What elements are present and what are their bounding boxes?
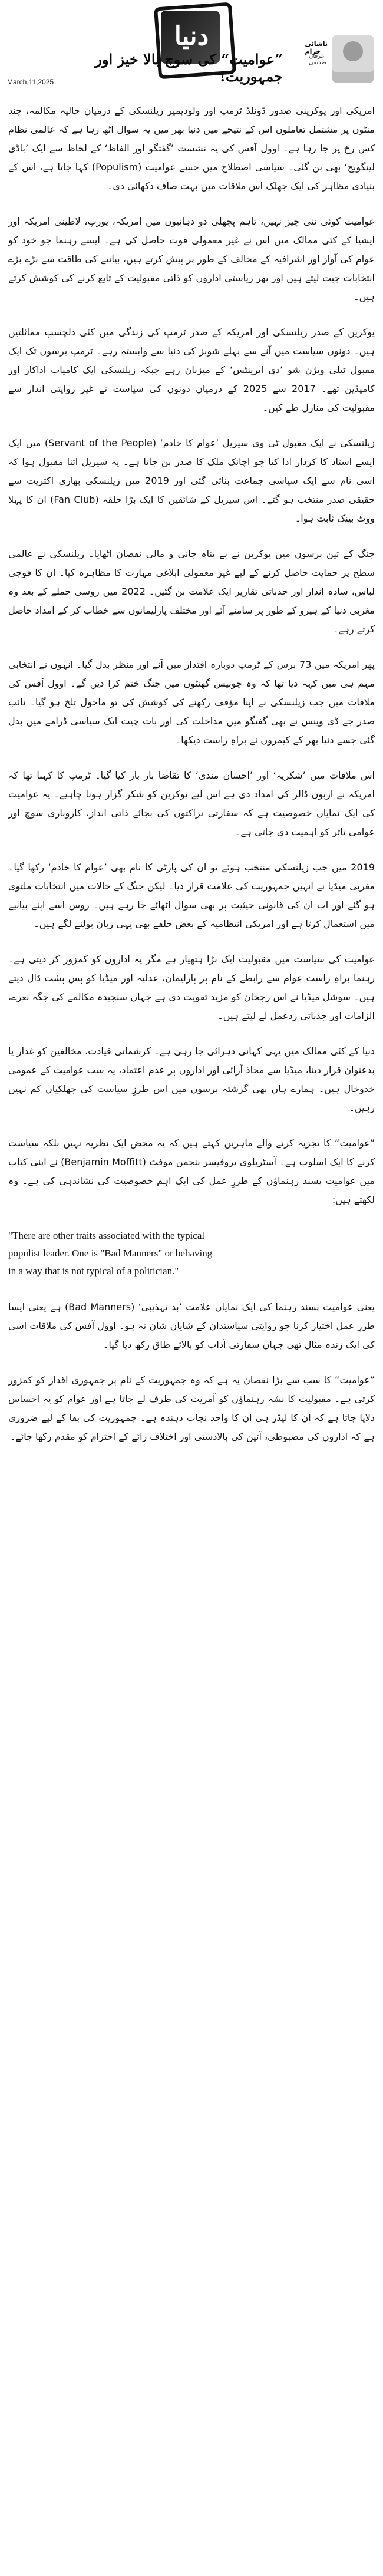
paragraph-12: یعنی عوامیت پسند رہنما کی ایک نمایاں علامت ’بد تہذیبی‘ (Bad Manners) ہے یعنی ایسا طرزِ عمل اختیار کرنا جو روایتی سیاستدان کے شایان شان نہ ہو۔ اوول آفس کی ملاقات اسی کی ایک زندہ مثال تھی جہاں سفارتی آداب کو بالائے طاق رکھ دیا گیا۔ [8,1301,375,1350]
quote-line-2: populist leader. One is "Bad Manners" or behaving [8,1248,213,1259]
quote-line-3: in a way that is not typical of a politician." [8,1265,179,1277]
author-avatar [332,35,374,83]
paragraph-2: عوامیت کوئی نئی چیز نہیں، تاہم پچھلی دو دہائیوں میں امریکہ، یورپ، لاطینی امریکہ اور ایشیا کے کئی ممالک میں اس نے غیر معمولی قوت حاصل کی ہے۔ ایسے رہنما جو خود کو عوام کی آواز اور اشرافیہ کے مخالف کے طور پر پیش کرتے ہیں، بیانیے کی طاقت سے بڑے بڑے انتخابات جیت لیتے ہیں اور پھر ریاستی اداروں کو ذاتی مقبولیت کے تابع کرنے کی کوشش کرتے ہیں۔ [8,216,375,302]
paragraph-3: یوکرین کے صدر زیلنسکی اور امریکہ کے صدر ٹرمپ کی زندگی میں کئی دلچسپ مماثلتیں ہیں۔ دونوں سیاست میں آنے سے پہلے شوبز کی دنیا سے وابستہ رہے۔ ٹرمپ برسوں تک ایک مقبول ٹیلی ویژن شو ’دی اپرینٹس‘ کے میزبان رہے جبکہ زیلنسکی ایک کامیاب اداکار اور کامیڈین تھے۔ 2017 سے 2025 کے درمیان دونوں کی سیاست نے غیر روایتی انداز سے مقبولیت کی منازل طے کیں۔ [8,326,375,413]
paragraph-10: دنیا کے کئی ممالک میں یہی کہانی دہرائی جا رہی ہے۔ کرشماتی قیادت، مخالفین کو غدار یا بدعنوان قرار دینا، میڈیا سے محاذ آرائی اور اداروں پر عدم اعتماد، یہ سب عوامیت کے عمومی خدوخال ہیں۔ ہمارے ہاں بھی گزشتہ برسوں میں اس طرزِ سیاست کی جھلکیاں کم نہیں رہیں۔ [8,1045,375,1113]
paragraph-9: عوامیت کی سیاست میں مقبولیت ایک بڑا ہتھیار ہے مگر یہ اداروں کو کمزور کر دیتی ہے۔ رہنما براہِ راست عوام سے رابطے کے نام پر پارلیمان، عدلیہ اور میڈیا کو پس پشت ڈال دیتے ہیں۔ سوشل میڈیا نے اس رجحان کو مزید تقویت دی ہے جہاں سنجیدہ مکالمے کی جگہ نعرے، الزامات اور جذباتی ردعمل لے لیتے ہیں۔ [8,954,375,1021]
author-name-primary: ناشائی خرام [305,40,328,55]
logo-text: دنیا [174,21,209,51]
paragraph-7: اس ملاقات میں ’شکریہ‘ اور ’احسان مندی‘ کا تقاضا بار بار کیا گیا۔ ٹرمپ کا کہنا تھا کہ امریکہ نے اربوں ڈالر کی امداد دی ہے اس لیے یوکرین کو شکر گزار ہونا چاہیے۔ یہ عوامیت کی ایک نمایاں خصوصیت ہے کہ سفارتی نزاکتوں کی بجائے ذاتی انداز، کاروباری سوچ اور عوامی تاثر کو اہمیت دی جاتی ہے۔ [8,770,375,837]
paragraph-1: امریکی اور یوکرینی صدور ڈونلڈ ٹرمپ اور ولودیمیر زیلنسکی کے درمیان حالیہ مکالمہ، چند منٹوں پر مشتمل تعاملوں اس کے نتیجے میں دنیا بھر میں یہ سوال اٹھ رہا ہے کہ عالمی نظام کس رخ پر جا رہا ہے۔ اوول آفس کی یہ نشست ’گفتگو اور الفاظ‘ کے لحاظ سے ایک ’باڈی لینگویج‘ بھی بن گئی۔ سیاسی اصطلاح میں جسے عوامیت (Populism) کہا جاتا ہے، اس کے بنیادی مظاہر کی ایک جھلک اس ملاقات میں بہت صاف دکھائی دی۔ [8,105,375,192]
masthead [0,0,383,88]
english-quote [0,1222,383,1285]
paragraph-13: ”عوامیت“ کا سب سے بڑا نقصان یہ ہے کہ وہ جمہوریت کے نام پر جمہوری اقدار کو کمزور کرتی ہے۔ مقبولیت کا نشہ رہنماؤں کو آمریت کی طرف لے جاتا ہے اور عوام کو یہ احساس دلایا جاتا ہے کہ ان کا لیڈر ہی ان کا واحد نجات دہندہ ہے۔ جمہوریت کی بقا کے لیے ضروری ہے کہ اداروں کی مضبوطی، آئین کی بالادستی اور اختلاف رائے کے احترام کو مقدم رکھا جائے۔ [8,1374,375,1442]
author-block [305,35,374,88]
author-name-secondary: عرفان صدیقی [309,53,326,66]
paragraph-6: پھر امریکہ میں 73 برس کے ٹرمپ دوبارہ اقتدار میں آئے اور منظر بدل گیا۔ انہوں نے انتخابی مہم ہی میں کہہ دیا تھا کہ وہ چوبیس گھنٹوں میں جنگ ختم کرا دیں گے۔ اوول آفس کی ملاقات میں جب زیلنسکی نے اپنا مؤقف رکھنے کی کوشش کی تو ماحول تلخ ہو گیا۔ نائب صدر جے ڈی وینس نے بھی گفتگو میں مداخلت کی اور بات چیت ایک سیاسی ڈرامے میں بدل گئی جسے دنیا بھر کے کیمروں نے براہِ راست دیکھا۔ [8,659,375,746]
paragraph-4: زیلنسکی نے ایک مقبول ٹی وی سیریل ’عوام کا خادم‘ (Servant of the People) میں ایک ایسے استاد کا کردار ادا کیا جو اچانک ملک کا صدر بن جاتا ہے۔ یہ سیریل اتنا مقبول ہوا کہ اسی نام سے ایک سیاسی جماعت بنائی گئی اور 2019 میں زیلنسکی بھاری اکثریت سے حقیقی صدر منتخب ہو گئے۔ اس سیریل کے شائقین کا ایک بڑا حلقہ (Fan Club) ان کا پہلا ووٹ بینک ثابت ہوا۔ [8,437,375,524]
paragraph-8: 2019 میں جب زیلنسکی منتخب ہوئے تو ان کی پارٹی کا نام بھی ’عوام کا خادم‘ رکھا گیا۔ مغربی میڈیا نے انہیں جمہوریت کی علامت قرار دیا۔ لیکن جنگ کے حالات میں انتخابات ملتوی ہو گئے اور اب ان کی قانونی حیثیت پر بھی سوال اٹھائے جا رہے ہیں۔ روس اسے اپنے بیانیے میں استعمال کرتا ہے اور امریکی انتظامیہ کے بعض حلقے بھی یہی زبان بولنے لگے ہیں۔ [8,862,375,929]
quote-line-1: "There are other traits associated with the typical [8,1230,205,1241]
article-date: March,11,2025 [7,78,54,86]
paragraph-5: جنگ کے تین برسوں میں یوکرین نے بے پناہ جانی و مالی نقصان اٹھایا۔ زیلنسکی نے عالمی سطح پر حمایت حاصل کرنے کے لیے غیر معمولی ابلاغی مہارت کا مظاہرہ کیا۔ ان کا فوجی لباس، سادہ انداز اور جذباتی تقاریر ایک علامت بن گئیں۔ 2022 میں روسی حملے کے بعد وہ مغربی دنیا کے ہیرو کے طور پر سامنے آئے اور مختلف پارلیمانوں سے خطاب کر کے امداد حاصل کرتے رہے۔ [8,548,375,635]
article-body [0,88,383,2576]
article-title: ”عوامیت“ کی سوچ بالا خیز اور جمہوریت! [95,51,283,85]
paragraph-11: ”عوامیت“ کا تجزیہ کرنے والے ماہرین کہتے ہیں کہ یہ محض ایک نظریہ نہیں بلکہ سیاست کرنے کا ایک اسلوب ہے۔ آسٹریلوی پروفیسر بنجمن موفٹ (Benjamin Moffitt) نے اپنی کتاب میں عوامیت پسند رہنماؤں کے طرزِ عمل کی ایک اہم خصوصیت کی نشاندہی کی ہے۔ وہ لکھتے ہیں: [8,1137,375,1205]
